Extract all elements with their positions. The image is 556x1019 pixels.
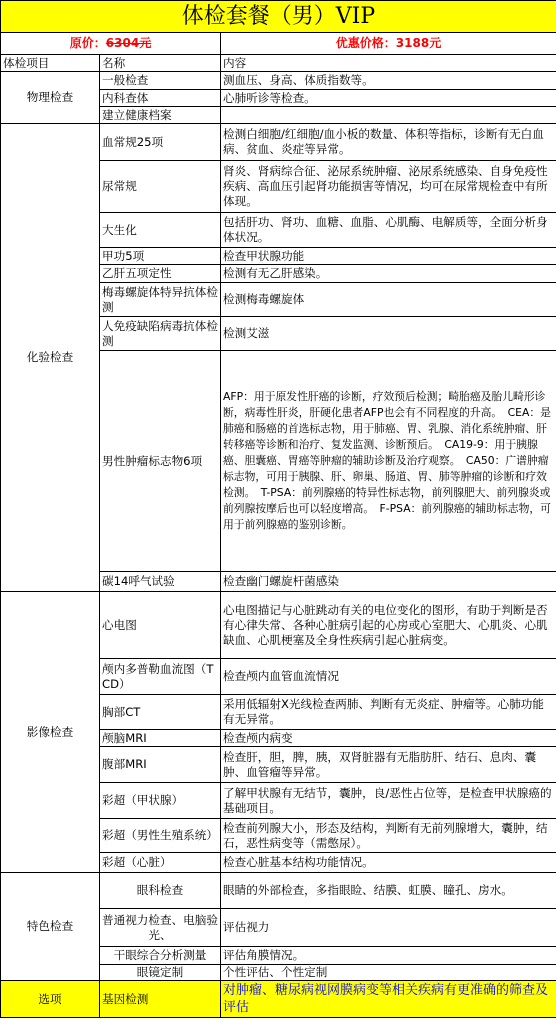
item-name: 心电图	[100, 592, 221, 659]
item-content: 评估视力	[221, 909, 556, 947]
item-content: 对肿瘤、糖尿病视网膜病变等相关疾病有更准确的筛查及评估	[221, 981, 556, 1018]
item-content: 检查前列腺大小，形态及结构，判断有无前列腺增大，囊肿，结石，恶性病变等（需憋尿）。	[221, 819, 556, 853]
original-price: 原价：6304元	[1, 33, 221, 55]
item-content: 采用低辐射X光线检查两肺、判断有无炎症、肿瘤等。心肺功能有无异常。	[221, 695, 556, 730]
category-option: 选项	[1, 981, 100, 1018]
discount-price: 优惠价格：3188元	[221, 33, 556, 55]
item-name: 血常规25项	[100, 124, 221, 161]
item-name: 尿常规	[100, 161, 221, 213]
item-name: 男性肿瘤标志物6项	[100, 351, 221, 572]
item-content: 心电图描记与心脏跳动有关的电位变化的图形，有助于判断是否有心律失常、各种心脏病引起的心房或心室肥大、心肌炎、心肌缺血、心肌梗塞及全身性疾病引起心脏病变。	[221, 592, 556, 659]
category-lab: 化验检查	[1, 124, 100, 592]
item-name: 彩超（心脏）	[100, 853, 221, 873]
header-name: 名称	[100, 55, 221, 72]
item-name: 碳14呼气试验	[100, 572, 221, 592]
item-content: 肾炎、肾病综合征、泌尿系统肿瘤、泌尿系统感染、自身免疫性疾病、高血压引起肾功能损害等情况，均可在尿常规检查中有所体现。	[221, 161, 556, 213]
item-name: 胸部CT	[100, 695, 221, 730]
item-content: 包括肝功、肾功、血糖、血脂、心肌酶、电解质等，全面分析身体状况。	[221, 213, 556, 248]
item-content: 测血压、身高、体质指数等。	[221, 72, 556, 90]
item-content: 眼睛的外部检查，多指眼睑、结膜、虹膜、瞳孔、房水。	[221, 873, 556, 909]
item-name: 建立健康档案	[100, 107, 221, 124]
item-name: 内科查体	[100, 90, 221, 107]
item-name: 干眼综合分析测量	[100, 947, 221, 965]
item-name: 颅内多普勒血流图（TCD）	[100, 659, 221, 695]
item-name: 普通视力检查、电脑验光、	[100, 909, 221, 947]
item-name: 颅脑MRI	[100, 730, 221, 747]
category-physical: 物理检查	[1, 72, 100, 124]
item-name: 甲功5项	[100, 248, 221, 265]
item-content: 检测艾滋	[221, 317, 556, 351]
original-price-value: 6304元	[105, 36, 152, 50]
item-content: AFP：用于原发性肝癌的诊断，疗效预后检测；畸胎癌及胎儿畸形诊断，病毒性肝炎，肝硬化患者AFP也会有不同程度的升高。 CEA：是肺癌和肠癌的首选标志物，用于肺癌、胃、乳腺、消化系统肿瘤、肝转移癌等诊断和治疗、复发监测、诊断预后。 CA19-9：用于胰腺癌、胆囊癌、胃癌等肿瘤的辅助诊断及治疗观察。 CA50：广谱肿瘤标志物，可用于胰腺、肝、卵巢、肠道、胃、肺等肿瘤的诊断和疗效检测。 T-PSA：前列腺癌的特异性标志物，前列腺肥大、前列腺炎或前列腺按摩后也可以轻度增高。 F-PSA：前列腺癌的辅助标志物，可用于前列腺癌的鉴别诊断。	[221, 351, 556, 572]
page-title: 体检套餐（男）VIP	[1, 1, 556, 33]
item-name: 大生化	[100, 213, 221, 248]
item-name: 一般检查	[100, 72, 221, 90]
header-category: 体检项目	[1, 55, 100, 72]
item-name: 乙肝五项定性	[100, 265, 221, 283]
item-name: 眼镜定制	[100, 965, 221, 981]
item-name: 腹部MRI	[100, 747, 221, 783]
discount-price-value: 3188元	[395, 36, 442, 50]
item-name: 彩超（甲状腺）	[100, 783, 221, 819]
item-content: 检查颅内病变	[221, 730, 556, 747]
item-name: 梅毒螺旋体特异抗体检测	[100, 283, 221, 317]
item-content: 心肺听诊等检查。	[221, 90, 556, 107]
item-content: 评估角膜情况。	[221, 947, 556, 965]
category-special: 特色检查	[1, 873, 100, 981]
item-content: 检查颅内血管血流情况	[221, 659, 556, 695]
category-imaging: 影像检查	[1, 592, 100, 873]
item-name: 人免疫缺陷病毒抗体检测	[100, 317, 221, 351]
item-content: 个性评估、个性定制	[221, 965, 556, 981]
item-content: 了解甲状腺有无结节，囊肿，良/恶性占位等，是检查甲状腺癌的基础项目。	[221, 783, 556, 819]
item-content: 检测梅毒螺旋体	[221, 283, 556, 317]
item-content	[221, 107, 556, 124]
item-name: 基因检测	[100, 981, 221, 1018]
item-content: 检查甲状腺功能	[221, 248, 556, 265]
item-content: 检测白细胞/红细胞/血小板的数量、体积等指标，诊断有无白血病、贫血、炎症等异常。	[221, 124, 556, 161]
header-content: 内容	[221, 55, 556, 72]
item-name: 彩超（男性生殖系统）	[100, 819, 221, 853]
item-content: 检查幽门螺旋杆菌感染	[221, 572, 556, 592]
item-content: 检测有无乙肝感染。	[221, 265, 556, 283]
item-content: 检查肝，胆，脾，胰，双肾脏器有无脂肪肝、结石、息肉、囊肿、血管瘤等异常。	[221, 747, 556, 783]
item-name: 眼科检查	[100, 873, 221, 909]
item-content: 检查心脏基本结构功能情况。	[221, 853, 556, 873]
